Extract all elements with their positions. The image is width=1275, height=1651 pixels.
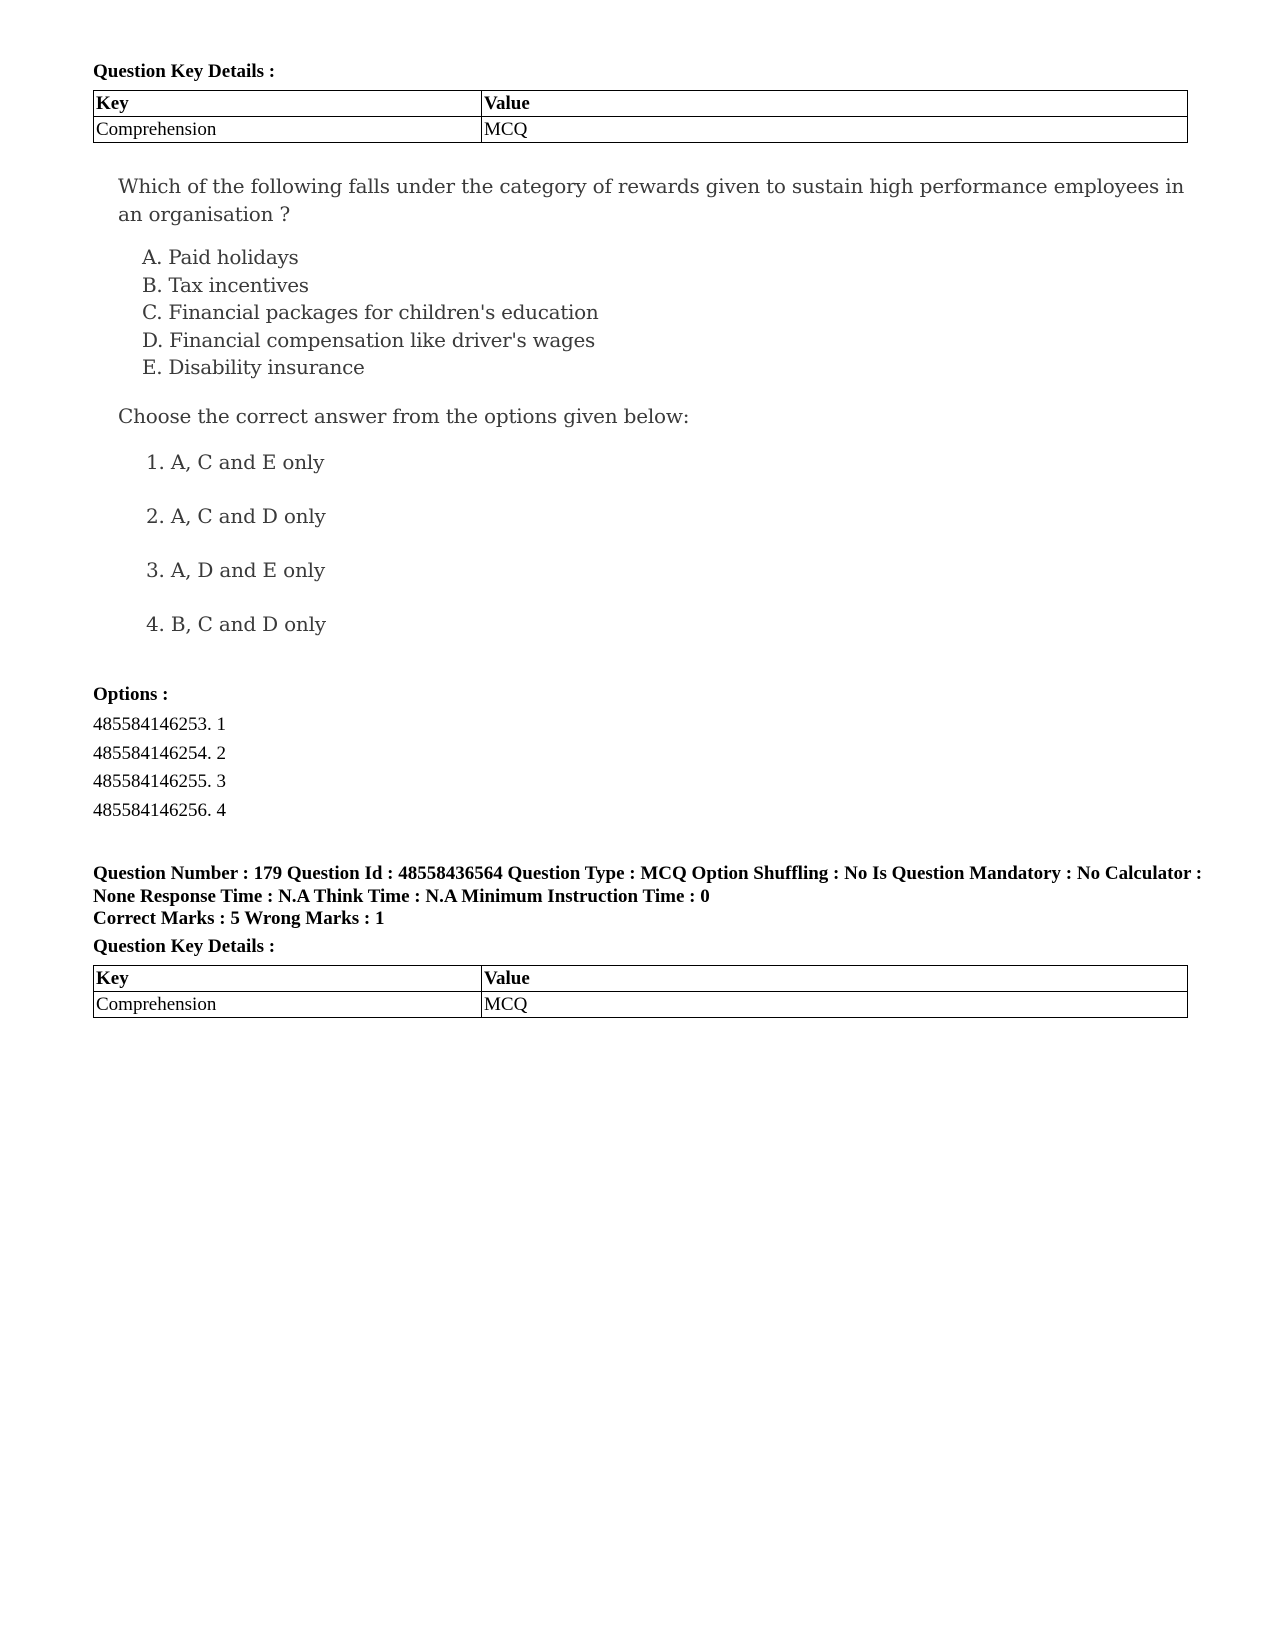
answer-item: 4. B, C and D only [146, 611, 326, 636]
statement-item: B. Tax incentives [142, 272, 309, 297]
table-row [94, 992, 1188, 1018]
key-details-table [93, 965, 1188, 1018]
table-row [94, 117, 1188, 143]
table-header-row [94, 91, 1188, 117]
table-cell-value: MCQ [482, 117, 1188, 143]
answer-item: 2. A, C and D only [146, 503, 326, 528]
statement-item: C. Financial packages for children's education [142, 300, 599, 324]
option-item: 485584146254. 2 [93, 742, 226, 764]
marks-line: Correct Marks : 5 Wrong Marks : 1 [93, 908, 385, 929]
table-header-row [94, 966, 1188, 992]
statement-list [142, 244, 1188, 382]
options-heading: Options : [93, 684, 169, 705]
option-item: 485584146255. 3 [93, 771, 226, 792]
answer-item: 3. A, D and E only [146, 557, 325, 582]
table-cell-key: Comprehension [94, 117, 482, 143]
question-meta: Question Number : 179 Question Id : 48558436564 Question Type : MCQ Option Shuffling : No Is Question Mandatory : No Calculator : None Response Time : N.A Think Time : N.A Minimum Instruction Time : 0 [93, 863, 1203, 907]
key-details-table [93, 90, 1188, 143]
table-header-key: Key [94, 91, 482, 117]
option-item: 485584146253. 1 [93, 714, 226, 735]
key-details-heading: Question Key Details : [93, 61, 276, 82]
table-cell-value: MCQ [482, 992, 1188, 1018]
table-header-value: Value [482, 91, 1188, 117]
options-list [93, 711, 226, 825]
question-image [118, 172, 1188, 664]
answer-item: 1. A, C and E only [146, 449, 325, 474]
key-details-heading: Question Key Details : [93, 936, 276, 957]
question-text: Which of the following falls under the category of rewards given to sustain high performance employees in an organisation ? [118, 174, 1185, 226]
answer-list [146, 448, 1188, 664]
statement-item: A. Paid holidays [142, 245, 299, 269]
statement-item: D. Financial compensation like driver's wages [142, 327, 596, 352]
table-cell-key: Comprehension [94, 992, 482, 1018]
table-header-key: Key [94, 966, 482, 992]
statement-item: E. Disability insurance [142, 355, 365, 379]
option-item: 485584146256. 4 [93, 799, 226, 821]
choose-instruction: Choose the correct answer from the options given below: [118, 403, 690, 428]
table-header-value: Value [482, 966, 1188, 992]
